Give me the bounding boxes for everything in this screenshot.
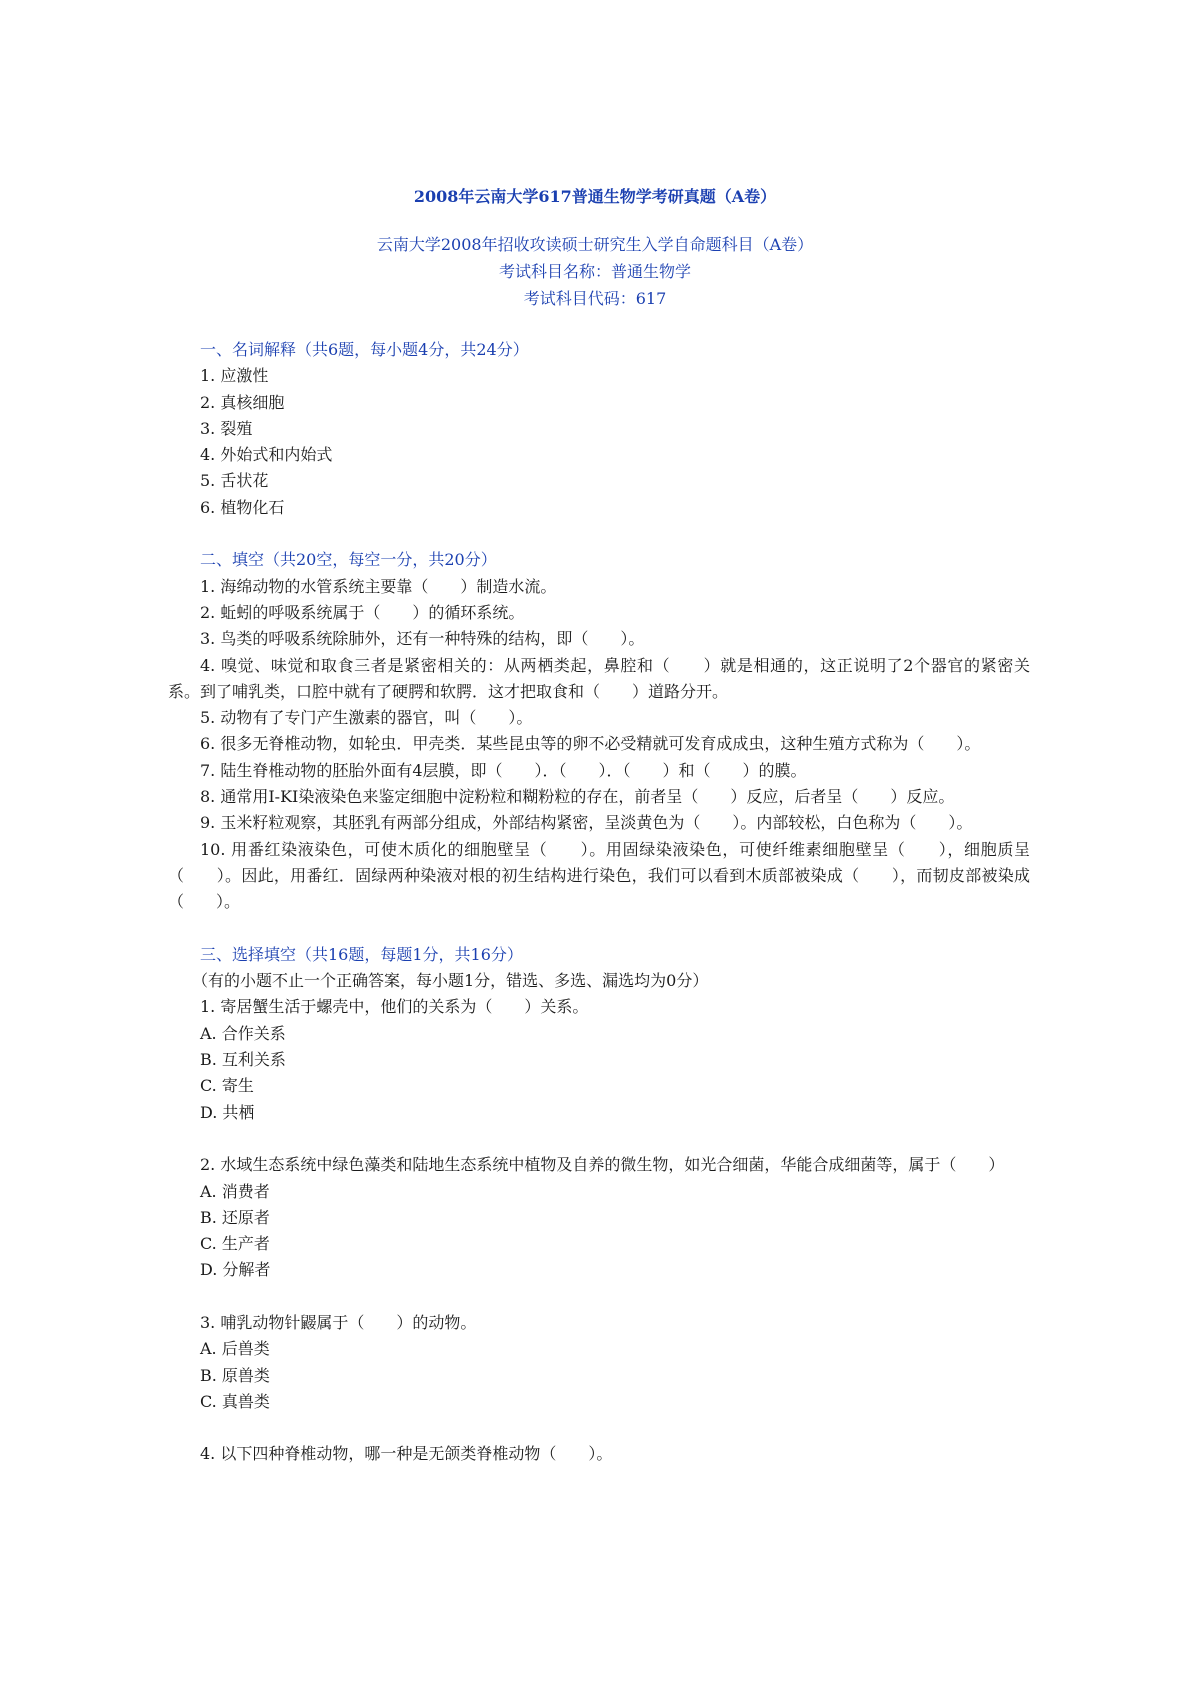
exam-header: [0, 231, 1190, 312]
section-1-item: 3. 裂殖: [200, 418, 253, 438]
exam-subject-code: 考试科目代码：617: [523, 289, 667, 308]
question-option: A. 合作关系: [200, 1023, 286, 1043]
spacer: [168, 1415, 1030, 1441]
document-body: [168, 337, 1030, 1468]
section-1-item: 2. 真核细胞: [200, 392, 285, 412]
section-2-item: 2. 蚯蚓的呼吸系统属于（ ）的循环系统。: [200, 602, 525, 622]
spacer: [168, 1126, 1030, 1152]
question-option: D. 共栖: [200, 1102, 255, 1122]
question-stem: 4. 以下四种脊椎动物，哪一种是无颌类脊椎动物（ ）。: [200, 1444, 613, 1464]
question-stem: 3. 哺乳动物针鼹属于（ ）的动物。: [200, 1312, 477, 1332]
section-2-item: 3. 鸟类的呼吸系统除肺外，还有一种特殊的结构，即（ ）。: [200, 629, 645, 649]
section-1-title: 一、名词解释（共6题，每小题4分，共24分）: [200, 340, 529, 359]
question-option: A. 消费者: [200, 1181, 270, 1201]
spacer: [168, 521, 1030, 547]
section-2-item: 6. 很多无脊椎动物，如轮虫．甲壳类．某些昆虫等的卵不必受精就可发育成成虫，这种生殖方式称为（ ）。: [200, 734, 981, 754]
section-1-item: 4. 外始式和内始式: [200, 445, 333, 465]
section-2-item: 10. 用番红染液染色，可使木质化的细胞壁呈（ ）。用固绿染液染色，可使纤维素细胞壁呈（ ），细胞质呈（ ）。因此，用番红．固绿两种染液对根的初生结构进行染色，我们可以看到木质部被染成（ ），而韧皮部被染成（ ）。: [168, 839, 1030, 912]
question-option: C. 真兽类: [200, 1391, 270, 1411]
section-2-item: 7. 陆生脊椎动物的胚胎外面有4层膜，即（ ）．（ ）．（ ）和（ ）的膜。: [200, 760, 807, 780]
exam-header-line-1: 云南大学2008年招收攻读硕士研究生入学自命题科目（A卷）: [376, 235, 814, 254]
spacer: [168, 916, 1030, 942]
section-1-item: 1. 应激性: [200, 366, 269, 386]
section-1-item: 6. 植物化石: [200, 497, 285, 517]
section-2-item: 4. 嗅觉、味觉和取食三者是紧密相关的：从两栖类起，鼻腔和（ ）就是相通的，这正说明了2个器官的紧密关系。到了哺乳类，口腔中就有了硬腭和软腭．这才把取食和（ ）道路分开。: [168, 655, 1030, 701]
question-option: B. 互利关系: [200, 1050, 286, 1070]
question-stem: 2. 水域生态系统中绿色藻类和陆地生态系统中植物及自养的微生物，如光合细菌，华能合成细菌等，属于（ ）: [200, 1155, 1005, 1175]
question-option: D. 分解者: [200, 1260, 271, 1280]
section-2-item: 8. 通常用I-KI染液染色来鉴定细胞中淀粉粒和糊粉粒的存在，前者呈（ ）反应，后者呈（ ）反应。: [200, 787, 955, 807]
question-option: C. 生产者: [200, 1234, 270, 1254]
question-stem: 1. 寄居蟹生活于螺壳中，他们的关系为（ ）关系。: [200, 997, 589, 1017]
question-option: C. 寄生: [200, 1076, 254, 1096]
spacer: [168, 1284, 1030, 1310]
section-2-title: 二、填空（共20空，每空一分，共20分）: [200, 550, 497, 570]
question-option: B. 原兽类: [200, 1365, 270, 1385]
section-1-item: 5. 舌状花: [200, 471, 269, 491]
section-2-item: 5. 动物有了专门产生激素的器官，叫（ ）。: [200, 708, 533, 728]
section-3-title: 三、选择填空（共16题，每题1分，共16分）: [200, 944, 523, 964]
section-2-item: 1. 海绵动物的水管系统主要靠（ ）制造水流。: [200, 576, 557, 596]
exam-subject-name: 考试科目名称：普通生物学: [498, 262, 691, 281]
document-title: 2008年云南大学617普通生物学考研真题（A卷）: [413, 187, 777, 206]
section-2-item: 9. 玉米籽粒观察，其胚乳有两部分组成，外部结构紧密，呈淡黄色为（ ）。内部较松，白色称为（ ）。: [200, 813, 973, 833]
section-3-note: （有的小题不止一个正确答案，每小题1分，错选、多选、漏选均为0分）: [192, 971, 709, 991]
question-option: B. 还原者: [200, 1207, 270, 1227]
question-option: A. 后兽类: [200, 1339, 270, 1359]
